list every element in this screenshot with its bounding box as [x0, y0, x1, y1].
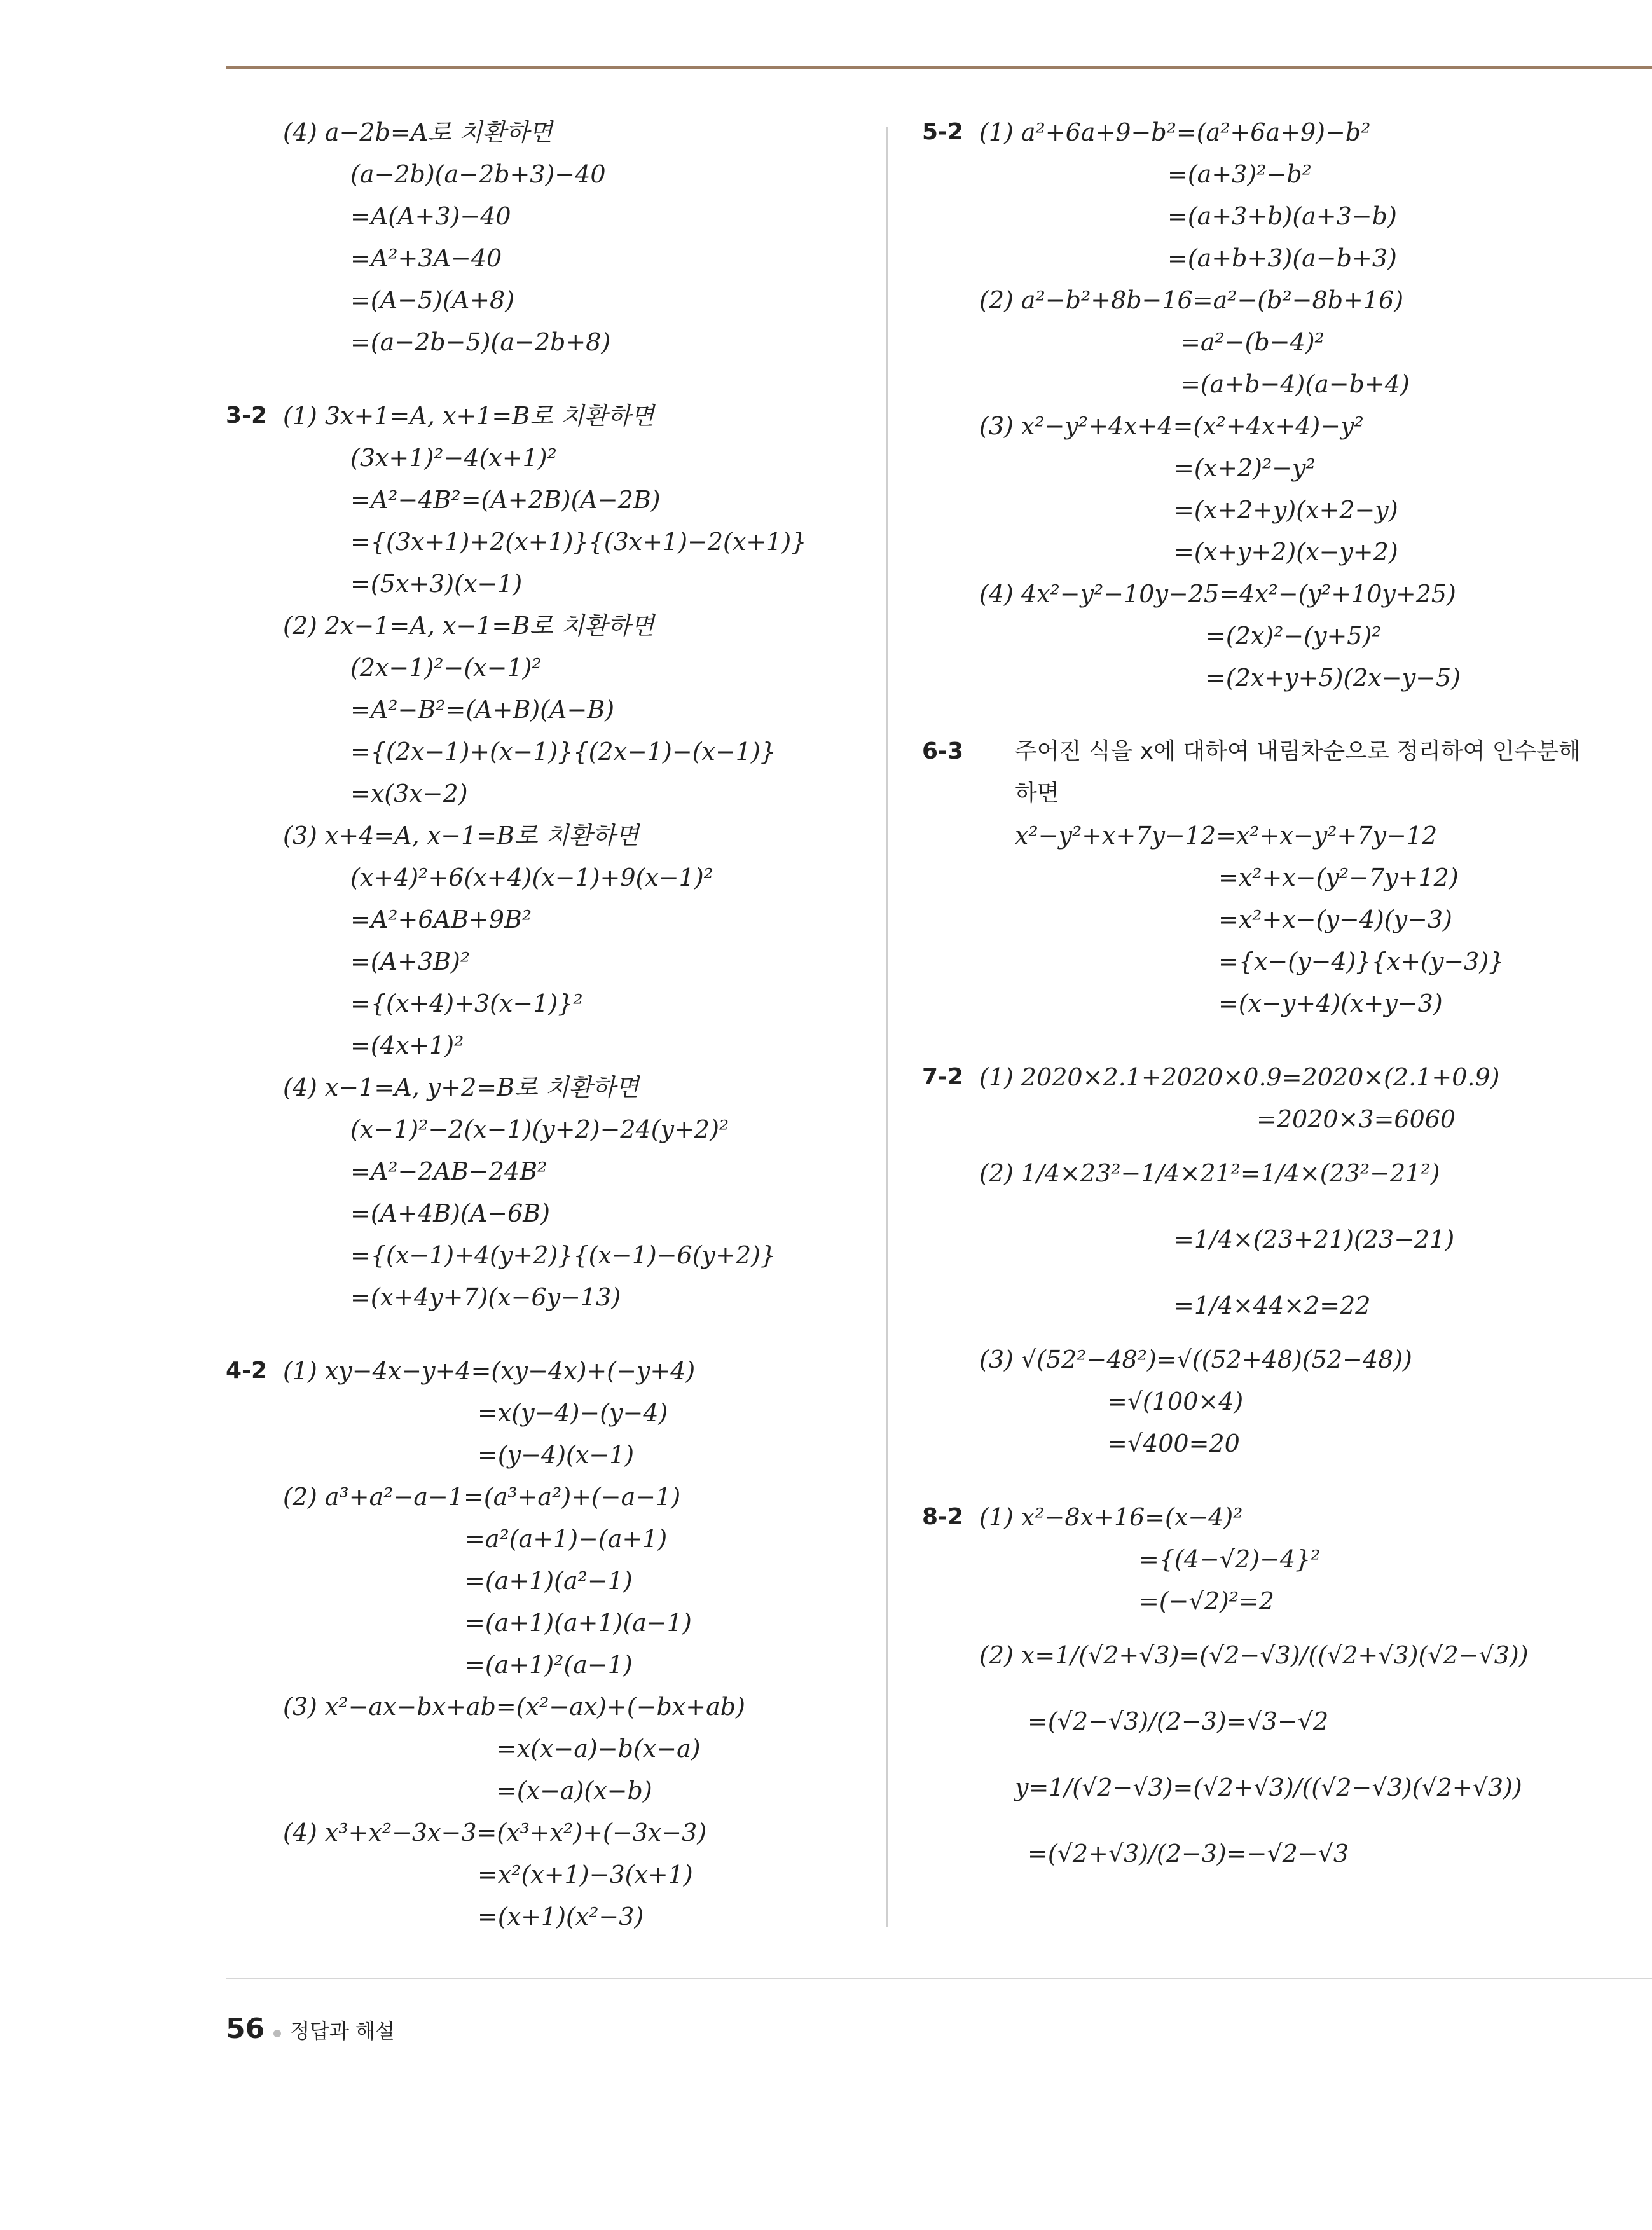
solution-line: =(a+3+b)(a+3−b)	[1167, 202, 1397, 230]
solution-line: (3) √(52²−48²)=√((52+48)(52−48))	[979, 1346, 1412, 1373]
solution-line: =(5x+3)(x−1)	[350, 570, 523, 598]
solution-line: =(a+1)(a²−1)	[465, 1567, 633, 1595]
problem-block	[226, 1350, 868, 1937]
solution-line: (1) xy−4x−y+4=(xy−4x)+(−y+4)	[283, 1357, 696, 1385]
solution-line: =x²+x−(y−4)(y−3)	[1218, 905, 1452, 933]
solution-line: =x(x−a)−b(x−a)	[497, 1735, 701, 1763]
solution-line: =2020×3=6060	[1256, 1105, 1456, 1133]
solution-line: (x−1)²−2(x−1)(y+2)−24(y+2)²	[350, 1115, 729, 1143]
solution-line: =(a−2b−5)(a−2b+8)	[350, 328, 611, 356]
solution-line: =(√2+√3)/(2−3)=−√2−√3	[1028, 1840, 1349, 1868]
column-divider	[886, 127, 888, 1927]
solution-line: y=1/(√2−√3)=(√2+√3)/((√2−√3)(√2+√3))	[1015, 1773, 1522, 1801]
left-column	[226, 111, 868, 1937]
solution-line: =(2x)²−(y+5)²	[1206, 622, 1382, 650]
solution-line: =(A+4B)(A−6B)	[350, 1199, 550, 1227]
solution-line: (3) x+4=A, x−1=B로 치환하면	[283, 822, 639, 850]
problem-number: 8-2	[922, 1504, 964, 1530]
solution-line: =(−√2)²=2	[1139, 1587, 1274, 1615]
solution-line: ={(4−√2)−4}²	[1139, 1545, 1321, 1573]
solution-line: (a−2b)(a−2b+3)−40	[350, 160, 606, 188]
solution-line: =(x+2+y)(x+2−y)	[1174, 496, 1398, 524]
solution-line: ={(x−1)+4(y+2)}{(x−1)−6(y+2)}	[350, 1241, 776, 1269]
solution-line: (1) 2020×2.1+2020×0.9=2020×(2.1+0.9)	[979, 1063, 1500, 1091]
solution-line: =(a+1)(a+1)(a−1)	[465, 1609, 692, 1637]
solution-line: ={(2x−1)+(x−1)}{(2x−1)−(x−1)}	[350, 738, 776, 766]
solution-line: =(A−5)(A+8)	[350, 286, 515, 314]
problem-number: 6-3	[922, 738, 964, 764]
solution-line: (1) a²+6a+9−b²=(a²+6a+9)−b²	[979, 118, 1371, 146]
solution-line: (3x+1)²−4(x+1)²	[350, 444, 557, 472]
page-footer	[226, 2013, 395, 2045]
page-number: 56	[226, 2013, 265, 2045]
bottom-rule	[226, 1978, 1652, 1979]
solution-line: =A²−2AB−24B²	[350, 1157, 547, 1185]
problem-block	[226, 395, 868, 1318]
solution-line: (2) a³+a²−a−1=(a³+a²)+(−a−1)	[283, 1483, 681, 1511]
solution-line: (2x−1)²−(x−1)²	[350, 654, 542, 682]
problem-block	[922, 111, 1634, 699]
solution-line: ={(3x+1)+2(x+1)}{(3x+1)−2(x+1)}	[350, 528, 807, 556]
solution-line: 하면	[1015, 780, 1059, 806]
solution-line: x²−y²+x+7y−12=x²+x−y²+7y−12	[1015, 822, 1438, 850]
solution-line: (3) x²−ax−bx+ab=(x²−ax)+(−bx+ab)	[283, 1693, 745, 1721]
solution-line: (2) 2x−1=A, x−1=B로 치환하면	[283, 612, 654, 640]
solution-line: (4) x−1=A, y+2=B로 치환하면	[283, 1073, 639, 1101]
solution-line: =(2x+y+5)(2x−y−5)	[1206, 664, 1461, 692]
problem-number: 4-2	[226, 1358, 268, 1384]
right-column	[922, 111, 1634, 1887]
solution-line: (x+4)²+6(x+4)(x−1)+9(x−1)²	[350, 864, 713, 891]
solution-line: (2) x=1/(√2+√3)=(√2−√3)/((√2+√3)(√2−√3))	[979, 1641, 1529, 1669]
solution-line: =(a+b−4)(a−b+4)	[1180, 370, 1410, 398]
solution-line: ={(x+4)+3(x−1)}²	[350, 989, 583, 1017]
solution-line: =a²−(b−4)²	[1180, 328, 1325, 356]
solution-line: =(x+2)²−y²	[1174, 454, 1316, 482]
problem-block	[226, 111, 868, 363]
footer-dot	[273, 2030, 281, 2037]
solution-line: (3) x²−y²+4x+4=(x²+4x+4)−y²	[979, 412, 1364, 440]
solution-line: =1/4×(23+21)(23−21)	[1174, 1225, 1455, 1253]
solution-line: =(a+b+3)(a−b+3)	[1167, 244, 1397, 272]
solution-line: =A²+3A−40	[350, 244, 502, 272]
solution-line: (4) 4x²−y²−10y−25=4x²−(y²+10y+25)	[979, 580, 1456, 608]
solution-line: =(√2−√3)/(2−3)=√3−√2	[1028, 1707, 1329, 1735]
problem-number: 7-2	[922, 1064, 964, 1090]
solution-line: (2) 1/4×23²−1/4×21²=1/4×(23²−21²)	[979, 1159, 1440, 1187]
solution-line: =(x−y+4)(x+y−3)	[1218, 989, 1443, 1017]
solution-line: =1/4×44×2=22	[1174, 1291, 1371, 1319]
solution-line: =A²+6AB+9B²	[350, 905, 532, 933]
top-rule	[226, 66, 1652, 69]
solution-line: =(a+1)²(a−1)	[465, 1651, 633, 1679]
solution-line: =√(100×4)	[1107, 1387, 1244, 1415]
solution-line: ={x−(y−4)}{x+(y−3)}	[1218, 947, 1504, 975]
solution-line: =A²−B²=(A+B)(A−B)	[350, 696, 615, 724]
problem-number: 3-2	[226, 403, 268, 429]
solution-line: =x²+x−(y²−7y+12)	[1218, 864, 1459, 891]
solution-line: =x(y−4)−(y−4)	[478, 1399, 668, 1427]
problem-block	[922, 731, 1634, 1024]
solution-line: =(x−a)(x−b)	[497, 1777, 652, 1805]
footer-title: 정답과 해설	[290, 2019, 395, 2043]
solution-line: =(4x+1)²	[350, 1031, 464, 1059]
solution-line: =(x+4y+7)(x−6y−13)	[350, 1283, 621, 1311]
solution-line: =√400=20	[1107, 1429, 1240, 1457]
problem-block	[922, 1056, 1634, 1464]
solution-line: =(x+y+2)(x−y+2)	[1174, 538, 1398, 566]
solution-line: (4) x³+x²−3x−3=(x³+x²)+(−3x−3)	[283, 1819, 707, 1847]
solution-line: =A²−4B²=(A+2B)(A−2B)	[350, 486, 661, 514]
problem-number: 5-2	[922, 119, 964, 145]
solution-line: =(y−4)(x−1)	[478, 1441, 635, 1469]
solution-line: =(A+3B)²	[350, 947, 471, 975]
problem-block	[922, 1496, 1634, 1887]
solution-line: =a²(a+1)−(a+1)	[465, 1525, 668, 1553]
solution-line: =x²(x+1)−3(x+1)	[478, 1861, 693, 1889]
solution-line: 주어진 식을 x에 대하여 내림차순으로 정리하여 인수분해	[1015, 738, 1581, 764]
solution-line: (2) a²−b²+8b−16=a²−(b²−8b+16)	[979, 286, 1404, 314]
solution-line: (4) a−2b=A로 치환하면	[283, 118, 553, 146]
solution-line: =(x+1)(x²−3)	[478, 1903, 644, 1931]
solution-line: (1) x²−8x+16=(x−4)²	[979, 1503, 1243, 1531]
solution-line: =(a+3)²−b²	[1167, 160, 1312, 188]
solution-line: =A(A+3)−40	[350, 202, 511, 230]
solution-line: (1) 3x+1=A, x+1=B로 치환하면	[283, 402, 654, 430]
solution-line: =x(3x−2)	[350, 780, 468, 808]
